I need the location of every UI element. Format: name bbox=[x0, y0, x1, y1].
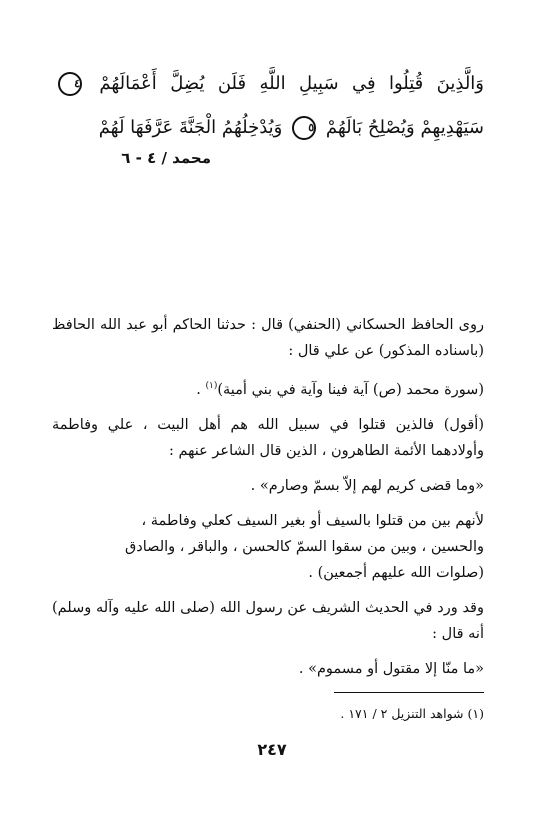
body-text bbox=[52, 312, 484, 682]
verse-line2-part2: وَيُدْخِلُهُمُ الْجَنَّةَ عَرَّفَهَا لَهُمْ bbox=[98, 117, 283, 138]
martyrs-line-3: (صلوات الله عليهم أجمعين) . bbox=[308, 564, 484, 581]
footnote-divider bbox=[334, 692, 484, 693]
verse-line2-part1: بَالَهُمْ bbox=[325, 117, 363, 138]
verse-line1-part1: وَالَّذِينَ قُتِلُوا فِي سَبِيلِ اللَّهِ فَلَن يُضِلَّ أَعْمَالَهُمْ bbox=[99, 73, 484, 94]
paragraph-narration: روى الحافظ الحسكاني (الحنفي) قال : حدثنا الحاكم أبو عبد الله الحافظ (باسناده المذكور) عن علي قال : bbox=[52, 317, 484, 359]
quote-end: . bbox=[196, 381, 206, 398]
quran-verse bbox=[54, 62, 484, 150]
verse-number-4: ٤ bbox=[58, 72, 82, 96]
paragraph-hadith-quote: «ما منّا إلا مقتول أو مسموم» . bbox=[298, 660, 484, 677]
paragraph-quote bbox=[52, 373, 484, 403]
verse-line1-part2: سَيَهْدِيهِمْ وَيُصْلِحُ bbox=[367, 117, 484, 138]
paragraph-commentary: (أقول) فالذين قتلوا في سبيل الله هم أهل البيت ، علي وفاطمة وأولادهما الأئمة الطاهرون ، الذين قال الشاعر عنهم : bbox=[52, 416, 484, 459]
paragraph-poem: «وما قضى كريم لهم إلاّ بسمّ وصارم» . bbox=[250, 477, 484, 494]
paragraph-martyrs bbox=[52, 508, 484, 586]
paragraph-hadith: وقد ورد في الحديث الشريف عن رسول الله (صلى الله عليه وآله وسلم) أنه قال : bbox=[52, 599, 484, 642]
quote-text: (سورة محمد (ص) آية فينا وآية في بني أمية) bbox=[217, 381, 484, 398]
martyrs-line-1: لأنهم بين من قتلوا بالسيف أو بغير السيف كعلي وفاطمة ، bbox=[141, 512, 484, 529]
verse-number-5: ٥ bbox=[292, 116, 316, 140]
footnote-marker: (١) bbox=[205, 381, 218, 391]
verse-reference: محمد / ٤ - ٦ bbox=[121, 149, 211, 167]
page-number: ٢٤٧ bbox=[257, 740, 287, 759]
martyrs-line-2: والحسين ، وبين من سقوا السمّ كالحسن ، والباقر ، والصادق bbox=[125, 538, 484, 555]
footnote: (١) شواهد التنزيل ٢ / ١٧١ . bbox=[340, 706, 484, 721]
